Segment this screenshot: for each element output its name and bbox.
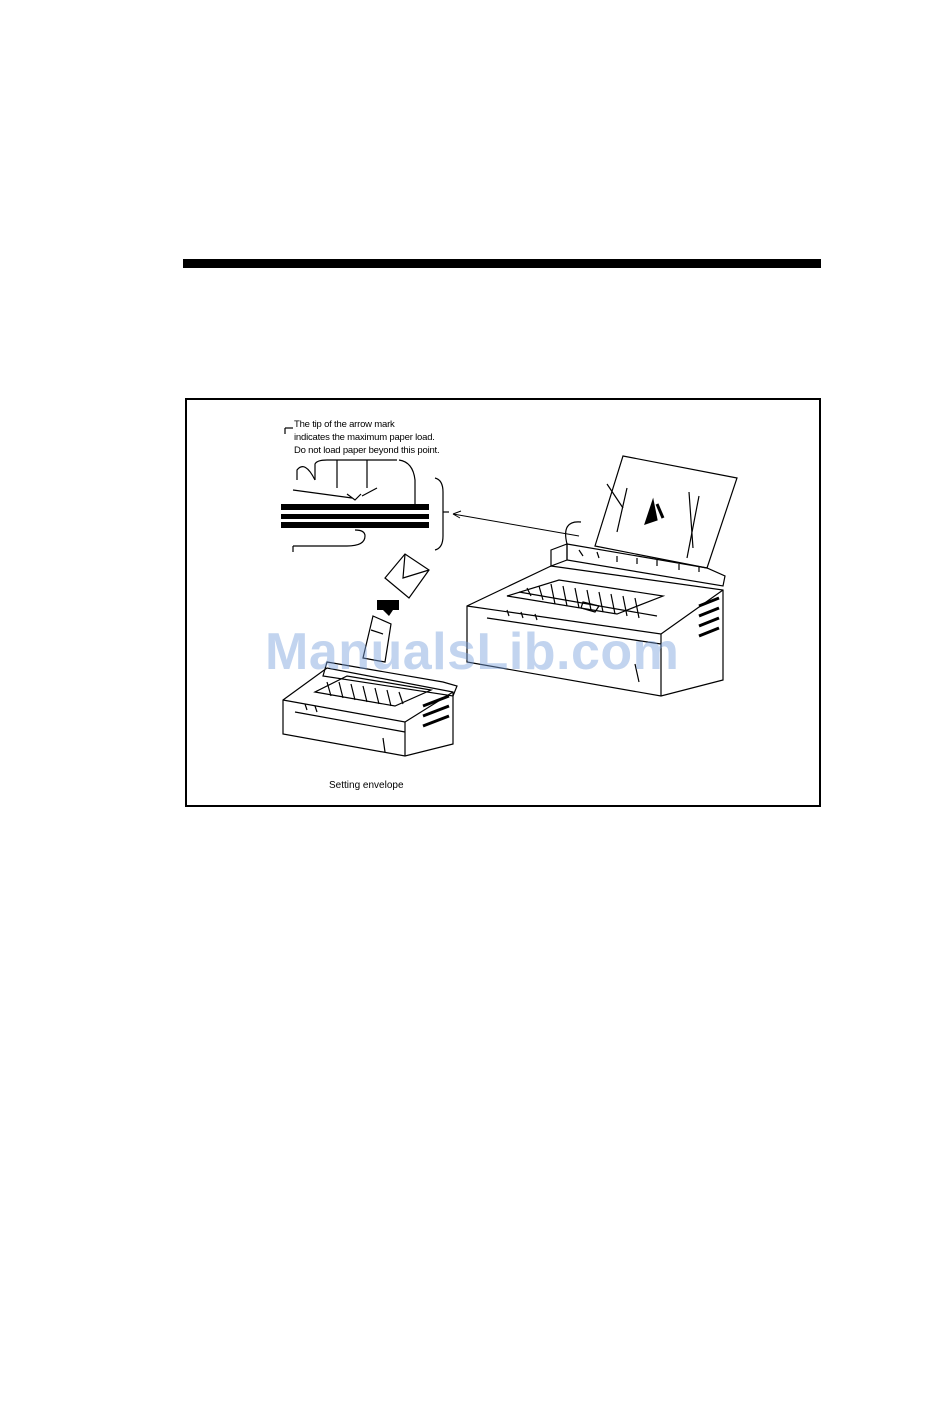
paper-load-callout	[294, 418, 439, 457]
callout-line: The tip of the arrow mark	[294, 419, 395, 430]
envelope-icon	[385, 554, 429, 598]
callout-line: Do not load paper beyond this point.	[294, 445, 440, 456]
figure-caption: Setting envelope	[329, 780, 404, 791]
large-printer	[467, 456, 737, 696]
section-rule	[183, 259, 821, 268]
figure-frame	[185, 398, 821, 807]
small-printer	[283, 616, 457, 756]
printer-illustration	[187, 400, 823, 809]
callout-line: indicates the maximum paper load.	[294, 432, 435, 443]
watermark: ManualsLib.com	[265, 623, 680, 681]
